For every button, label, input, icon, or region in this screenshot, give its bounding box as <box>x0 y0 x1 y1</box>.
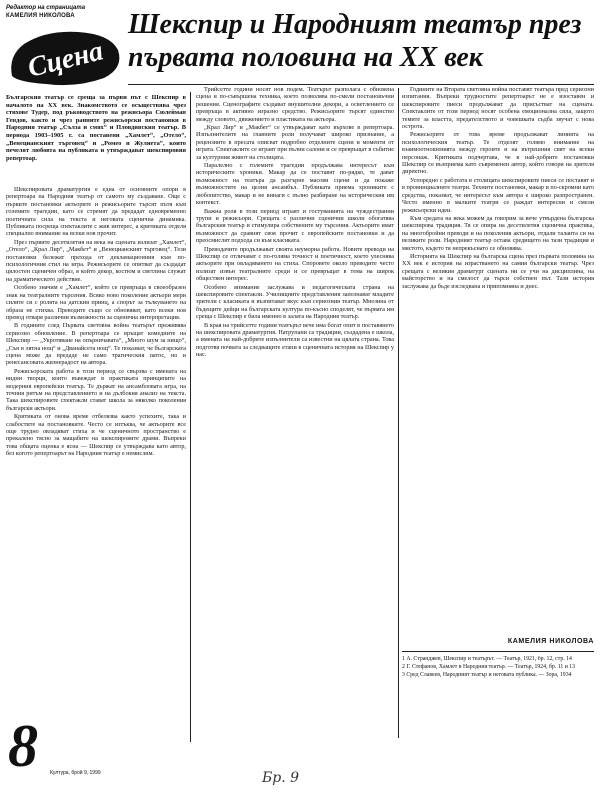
text-column-1 <box>6 186 186 756</box>
paragraph: Режисьорската работа в този период се свързва с имената на видни творци, които въвеждат в практиката принципите на модерния европейски театър. Те държат на ансамбловата игра, на точния ритъм на представлението и на дълбокия анализ на текста. Така шекспировите спектакли стават школа за няколко поколения български актьори. <box>6 367 186 412</box>
paragraph: Важна роля в този период играят и гостуванията на чуждестранни трупи и режисьори. Срещата с различни сценични школи обогатява българския театър и стимулира собствените му търсения. Актьорите имат възможност да сравнят своя прочит с европейските постановки и да преосмислят подхода си към класиката. <box>196 207 394 245</box>
column-rule-1 <box>190 92 191 742</box>
footnote: 2 Г. Стефанов, Хамлет в Народния театър. — Театър, 1924, бр. 11 и 13 <box>402 664 576 670</box>
article-lead: Българския театър се среща за първи път с Шекспир в началото на ХХ век. Знакомството се осъществява чрез стихове Тудер, под ръководството на режисьора Сюлейман Гендов, както и чрез ранните режисьорски постановки в Народния театър „Сълза и смях“ и Пловдивския театър. В периода 1903–1905 г. са поставени „Хамлет“, „Отело“, „Венецианският търговец“ и „Ромео и Жулиета“, които печелят любовта на публиката и утвърждават шекспировия репертоар. <box>6 94 186 162</box>
footnote: 3 Сред Славеев, Народният театър и неговата публика. — Зора, 1934 <box>402 672 572 678</box>
article-headline: Шекспир и Народният театър през първата половина на ХХ век <box>128 9 582 73</box>
paragraph: В годините след Първата световна война театърът преживява сериозно обновление. В репертоара се връщат комедиите на Шекспир — „Укротяване на опърничавата“, „Много шум за нищо“, „Сън в лятна нощ“ и „Дванайсета нощ“. Те показват, че българската сцена може да предаде не само трагическия патос, но и ренесансовата жизнерадост на автора. <box>6 322 186 367</box>
paragraph: „Крал Лир“ и „Макбет“ се утвърждават като върхове в репертоара. Изпълнителите на главните роли получават широко признание, а рецензиите в пресата описват подробно отделните сцени и моменти от играта. Спектаклите се играят при пълни салони и се превръщат в събитие за културния живот на столицата. <box>196 124 394 161</box>
column-rule-2 <box>398 88 399 738</box>
paragraph: През първите десетилетия на века на сцената излизат „Хамлет“, „Отело“, „Крал Лир“, „Макбет“ и „Венецианският търговец“. Тези постановки бележат прехода от декламационния към по-психологичния стил на игра. Режисьорите се опитват да създадат цялостен сценичен образ, в който декор, костюм и светлина служат на драматическото действие. <box>6 238 186 283</box>
paragraph: Критиката от онова време отбелязва както успехите, така и слабостите на постановките. Често се изтъква, че актьорите все още трудно овладяват стиха и че сценичното пространство е прекалено тясно за мащабите на шекспировите драми. Въпреки това общата оценка е ясна — Шекспир се утвърждава като автор, без когото репертоарът на Народния театър е немислим. <box>6 413 186 458</box>
paragraph: Преводачите продължават своята неуморна работа. Новите преводи на Шекспир се отличават с по-голяма точност и поетичност, което улеснява актьорите при овладяването на стиха. Споровете около преводите често излизат извън театралните среди и се превръщат в тема на широк обществен интерес. <box>196 245 394 283</box>
paragraph: Особено внимание заслужава и педагогическата страна на шекспировите спектакли. Училищните представления запознават младите зрители с класиката и възпитават вкус към сериозния театър. Мнозина от бъдещите дейци на българската култура по-късно споделят, че първата им среща с Шекспир е била именно в залата на Народния театър. <box>196 283 394 321</box>
page-number: 8 <box>8 713 38 779</box>
handwritten-note: Бр. 9 <box>262 770 300 786</box>
paragraph: Шекспировата драматургия е една от основните опори в репертоара на Народния театър от самото му създаване. Още с първите постановки актьорите и режисьорите търсят пътя към големите трагедии, като се стремят да предадат едновременно поетичната сила на текста и неговата сценична динамика. Публиката посреща спектаклите с жив интерес, а критиката отделя специално внимание на всеки нов прочит. <box>6 186 186 238</box>
text-column-3 <box>402 86 594 634</box>
rubric-label: Сцена <box>24 35 107 84</box>
paragraph: В края на трийсетте години театърът вече има богат опит в поставянето на шекспировата драматургия. Натрупани са традиции, създадена е школа, а имената на най-добрите изпълнители са известни на цялата страна. Това подготвя почвата за следващите етапи в сценичната история на Шекспир у нас. <box>196 321 394 359</box>
page-editor-credit <box>6 4 118 22</box>
footnote-rule <box>402 651 594 652</box>
text-column-2 <box>196 86 394 736</box>
paragraph: Паралелно с големите трагедии продължава интересът към историческите хроники. Макар да се поставят по-рядко, те дават възможност на театъра да разгърне масови сцени и да покаже възможностите на целия ансамбъл. Публиката приема хрониките с любопитство, макар и не винаги с пълно разбиране на историческия им контекст. <box>196 162 394 207</box>
editor-label: Редактор на страницата <box>6 5 86 11</box>
column-rule-top <box>128 84 594 85</box>
footnote: 1 А. Странджев, Шекспир и театърът. — Театър, 1921, бр. 12, стр. 14 <box>402 656 572 662</box>
paragraph: Успоредно с работата в столицата шекспировите пиеси се поставят и в провинциалните театри. Техните постановки, макар и по-скромни като средства, показват, че интересът към автора е широко разпространен. Често именно в малките театри се раждат интересни и смели режисьорски идеи. <box>402 176 594 214</box>
paragraph: Годините на Втората световна война поставят театъра пред сериозни изпитания. Въпреки трудностите репертоарът не е изоставен и шекспировите пиеси продължават да присъстват на сцената. Спектаклите от този период носят особена емоционална сила, защото темите за властта, предателството и човешката съдба звучат с нова острота. <box>402 86 594 131</box>
author-signature: КАМЕЛИЯ НИКОЛОВА <box>507 638 594 645</box>
paragraph: Историята на Шекспир на българска сцена през първата половина на ХХ век е история на израстването на самия български театър. Чрез срещата с великия драматург сцената ни се учи на дисциплина, на майсторство и на смелост да търси собствен път. Тази история заслужава да бъде изследвана и припомняна и днес. <box>402 252 594 290</box>
paragraph: Особено значим е „Хамлет“, който се превръща в своеобразен знак на театралните търсения. Всяко ново поколение актьори мери силите си с ролята на датския принц, а спорът за тълкуването на образа не стихва. Преводите също се обновяват, като всеки нов превод отваря различни възможности за сценична интерпретация. <box>6 284 186 321</box>
paragraph: Трийсетте години носят нов подем. Театърът разполага с обновена сцена и по-съвършена техника, което позволява по-смели постановъчни решения. Сценографите създават внушителни декори, а осветлението се превръща в активно изразно средство. Режисьорите търсят единство между словото, движението и пластиката на актьора. <box>196 86 394 123</box>
paragraph: Режисьорите от това време продължават линията на психологическия театър. Те отделят голямо внимание на взаимоотношенията между героите и на вътрешния свят на всеки персонаж. Критиката подчертава, че в най-добрите постановки Шекспир се възприема като съвременен автор, който говори на зрителя директно. <box>402 131 594 176</box>
footnotes <box>402 656 594 720</box>
rubric-stamp <box>6 26 124 88</box>
editor-name: КАМЕЛИЯ НИКОЛОВА <box>6 13 75 19</box>
issue-line: Култура, брой 9, 1999 <box>50 770 101 776</box>
paragraph: Към средата на века можем да говорим за вече утвърдена българска шекспирова традиция. Тя се опира на десетилетия сценична практика, на многобройни преводи и на поколения актьори, отдали таланта си на великите роли. Народният театър остава средището на тази традиция и мястото, където тя непрекъснато се обновява. <box>402 214 594 252</box>
